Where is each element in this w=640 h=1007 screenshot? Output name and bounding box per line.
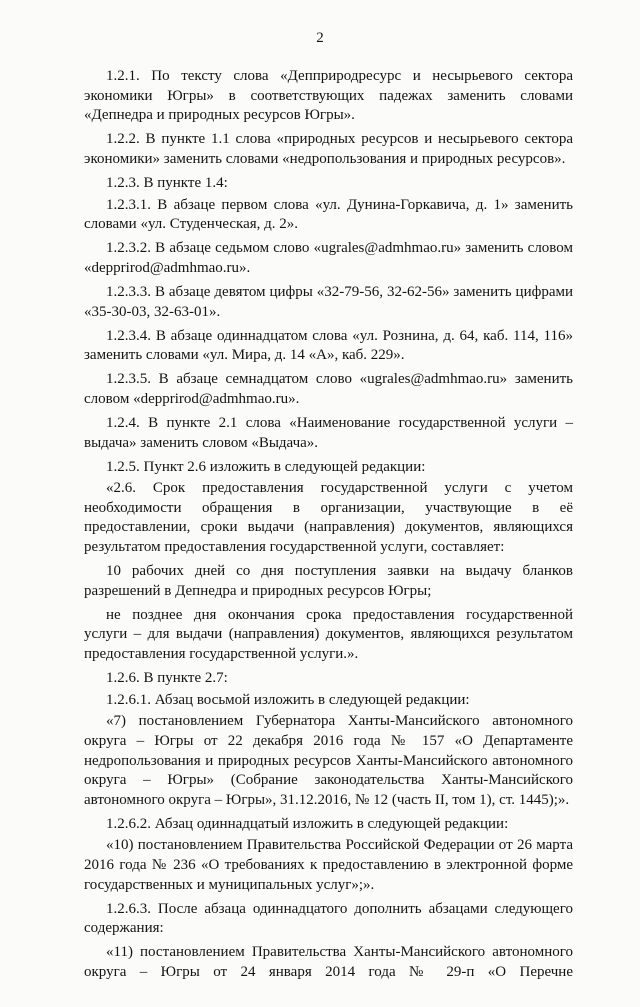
paragraph-1-2-3: 1.2.3. В пункте 1.4:: [106, 174, 228, 191]
paragraph-1-2-3-2: 1.2.3.2. В абзаце седьмом слово «ugrales@admhmao.ru» заменить словом «depprirod@admhmao.ru».: [84, 240, 573, 276]
paragraph-item-10: «10) постановлением Правительства Российской Федерации от 26 марта 2016 года № 236 «О требованиях к предоставлению в электронной форме государственных и муниципальных услуг»;».: [84, 837, 573, 893]
paragraph-1-2-3-5: 1.2.3.5. В абзаце семнадцатом слово «ugrales@admhmao.ru» заменить словом «depprirod@admhmao.ru».: [84, 371, 573, 407]
page-number: 2: [316, 30, 324, 46]
paragraph-2-6-quote: «2.6. Срок предоставления государственной услуги с учетом необходимости обращения в организации, участвующие в её предоставлении, сроки выдачи (направления) документов, являющихся результатом предоставления государственной услуги, составляет:: [84, 480, 573, 556]
paragraph-1-2-3-1: 1.2.3.1. В абзаце первом слова «ул. Дунина-Горкавича, д. 1» заменить словами «ул. Студенческая, д. 2».: [84, 196, 573, 233]
paragraph-10-working-days: 10 рабочих дней со дня поступления заявки на выдачу бланков разрешений в Депнедра и природных ресурсов Югры;: [84, 563, 573, 599]
paragraph-1-2-6-2: 1.2.6.2. Абзац одиннадцатый изложить в следующей редакции:: [106, 815, 509, 832]
paragraph-1-2-6-3: 1.2.6.3. После абзаца одиннадцатого дополнить абзацами следующего содержания:: [84, 900, 573, 937]
paragraph-1-2-6: 1.2.6. В пункте 2.7:: [106, 670, 228, 687]
paragraph-1-2-6-1: 1.2.6.1. Абзац восьмой изложить в следующей редакции:: [106, 691, 470, 708]
paragraph-1-2-1: 1.2.1. По тексту слова «Депприродресурс и несырьевого сектора экономики Югры» в соответствующих падежах заменить словами «Депнедра и природных ресурсов Югры».: [84, 68, 573, 124]
paragraph-1-2-3-4: 1.2.3.4. В абзаце одиннадцатом слова «ул. Рознина, д. 64, каб. 114, 116» заменить словами «ул. Мира, д. 14 «А», каб. 229».: [84, 327, 573, 364]
paragraph-1-2-4: 1.2.4. В пункте 2.1 слова «Наименование государственной услуги – выдача» заменить словом «Выдача».: [84, 415, 573, 451]
document-body: [84, 67, 573, 1007]
paragraph-1-2-3-3: 1.2.3.3. В абзаце девятом цифры «32-79-56, 32-62-56» заменить цифрами «35-30-03, 32-63-01».: [84, 283, 573, 320]
paragraph-not-later-than: не позднее дня окончания срока предоставления государственной услуги – для выдачи (направления) документов, являющихся результатом предоставления государственной услуги.».: [84, 606, 573, 663]
paragraph-1-2-5: 1.2.5. Пункт 2.6 изложить в следующей редакции:: [106, 458, 426, 475]
paragraph-item-11: «11) постановлением Правительства Ханты-Мансийского автономного округа – Югры от 24 января 2014 года № 29-п «О Перечне: [84, 944, 573, 980]
paragraph-item-7: «7) постановлением Губернатора Ханты-Мансийского автономного округа – Югры от 22 декабря 2016 года № 157 «О Департаменте недропользования и природных ресурсов Ханты-Мансийского автономного округа – Югры» (Собрание законодательства Ханты-Мансийского автономного округа – Югры», 31.12.2016, № 12 (часть II, том 1), ст. 1445);».: [84, 713, 573, 808]
paragraph-1-2-2: 1.2.2. В пункте 1.1 слова «природных ресурсов и несырьевого сектора экономики» заменить словами «недропользования и природных ресурсов».: [84, 131, 573, 167]
